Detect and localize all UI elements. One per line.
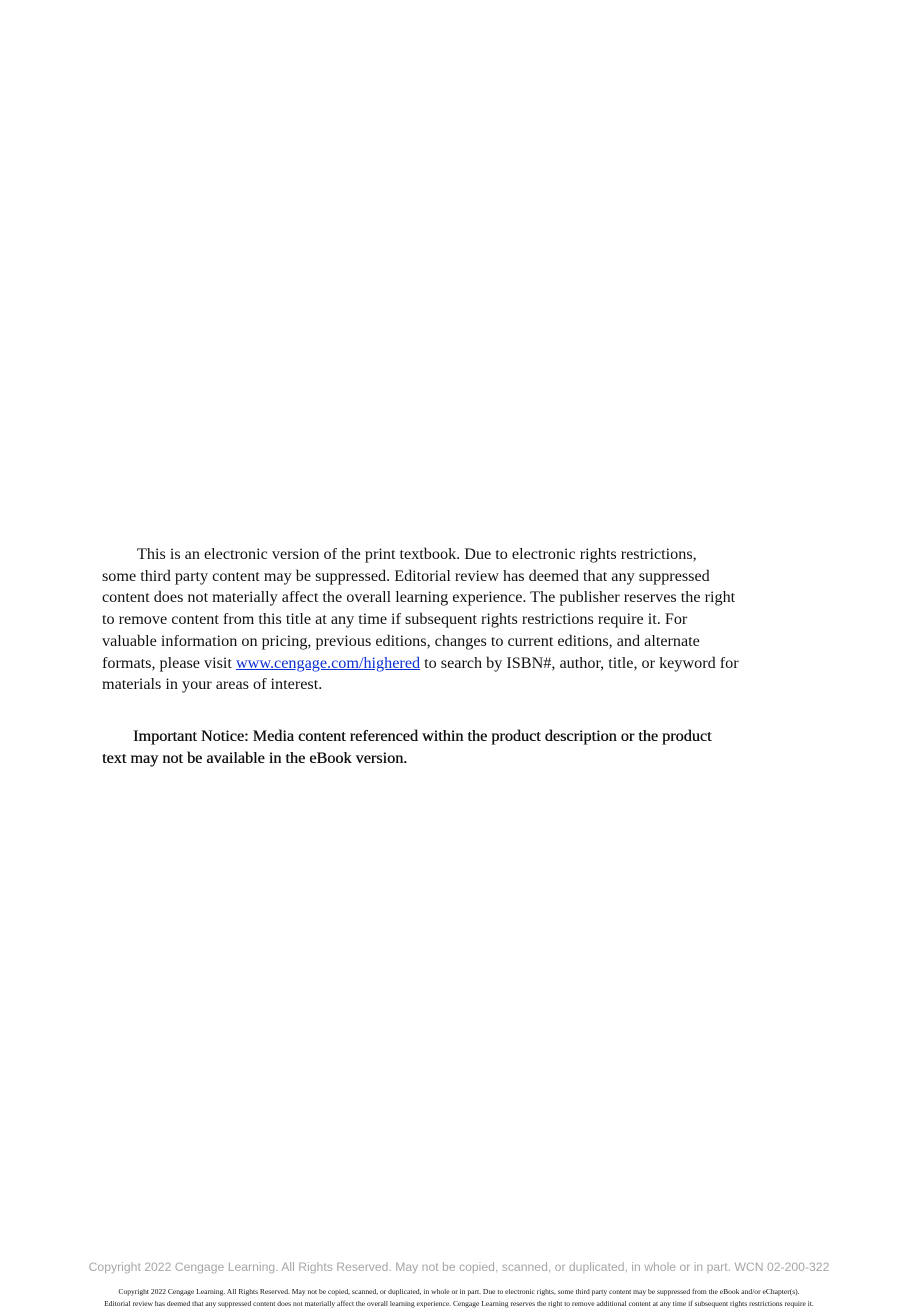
notice-line-1: This is an electronic version of the print textbook. Due to electronic rights restrictions, [137,545,697,563]
notice-line-6-after: to search by ISBN#, author, title, or keyword for [420,653,739,672]
copyright-footer-line-1: Copyright 2022 Cengage Learning. All Rights Reserved. May not be copied, scanned, or duplicated, in whole or in part. Due to electronic rights, some third party content may be suppressed from the eBook and/or eChapter(s). [118,1287,800,1296]
copyright-footer-line-2: Editorial review has deemed that any suppressed content does not materially affect the overall learning experience. Cengage Learning reserves the right to remove additional content at any time if subsequent rights restrictions require it. [104,1298,814,1308]
important-notice-line-1: Important Notice: Media content referenced within the product description or the product [133,727,712,745]
notice-line-7: materials in your areas of interest. [102,675,323,694]
important-notice-line-2: text may not be available in the eBook version. [102,748,408,767]
notice-line-5: valuable information on pricing, previous editions, changes to current editions, and alternate [102,631,700,650]
notice-line-6 [102,653,818,675]
cengage-highered-link[interactable]: www.cengage.com/highered [235,653,421,672]
notice-line-2: some third party content may be suppressed. Editorial review has deemed that any suppressed [102,566,710,585]
notice-line-4: to remove content from this title at any time if subsequent rights restrictions require it. For [102,610,688,629]
notice-line-3: content does not materially affect the overall learning experience. The publisher reserves the right [102,588,736,607]
important-notice [102,726,818,769]
electronic-version-notice [102,544,818,696]
notice-line-6-before: formats, please visit [102,653,236,672]
copyright-watermark-line: Copyright 2022 Cengage Learning. All Rights Reserved. May not be copied, scanned, or duplicated, in whole or in part. WCN 02-200-322 [88,1260,830,1274]
copyright-footer [0,1286,918,1309]
